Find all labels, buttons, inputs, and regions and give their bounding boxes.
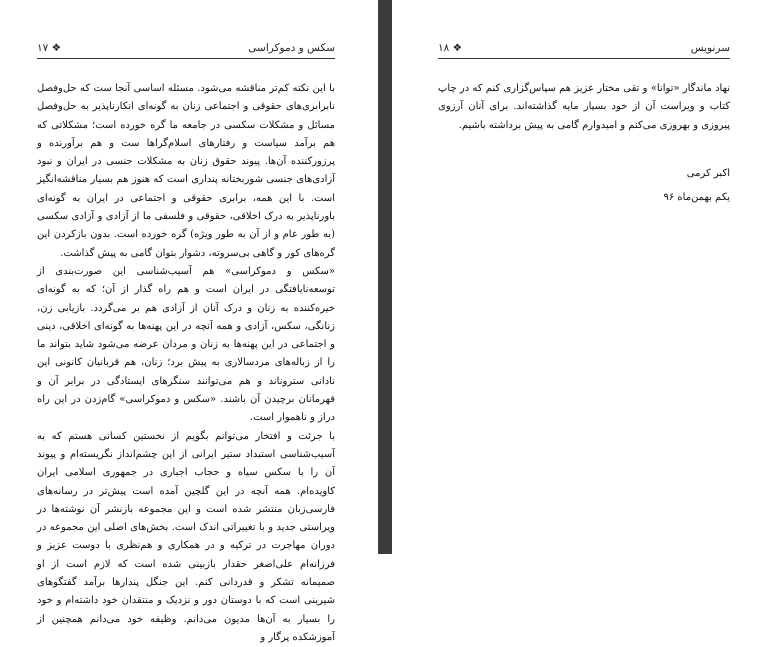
right-header-rule <box>438 58 730 59</box>
paragraph: «سکس و دموکراسی» هم آسیب‌شناسی این صورت‌بندی از توسعه‌نایافتگی در ایران است و هم راه گذار از آن؛ که به گونه‌ای خیره‌کننده به زنان و درک آنان از آزادی هم بر می‌گردد. بازیابی زن، زنانگی، سکس، آزادی و همه آنچه در این پهنه‌ها به گونه‌ای اخلاقی، دینی و اجتماعی در این پهنه‌ها به زنان و مردان عرضه می‌شود شاید بتواند ما را از زباله‌های مردسالاری به پیش برد؛ زنان، هم قربانیان کانونی این نادانی ستروناند و هم می‌توانند سنگرهای ایستادگی در برابر آن و قهرمانان برچیدن آن باشند. «سکس و دموکراسی» گام‌زدن در این راه دراز و ناهموار است. <box>37 265 335 424</box>
left-running-head <box>37 40 335 58</box>
signature-date: یکم بهمن‌ماه ۹۶ <box>663 192 730 203</box>
right-body-text <box>438 80 730 135</box>
paragraph: نهاد ماندگار «توانا» و تقی مختار عزیز هم سپاس‌گزاری کنم که در چاپ کتاب و ویراست آن از خود بسیار مایه گذاشته‌اند. برای آنان آرزوی پیروزی و بهروزی می‌کنم و امیدوارم گامی به پیش برداشته باشیم. <box>438 83 730 131</box>
left-page-number: ۱۷ ❖ <box>37 42 62 54</box>
book-gutter <box>378 0 392 554</box>
author-signature: اکبر کرمی <box>686 168 730 179</box>
right-page-number: ۱۸ ❖ <box>438 42 463 54</box>
paragraph: با جرئت و افتخار می‌توانم بگویم از نخستین کسانی هستم که به آسیب‌شناسی استبداد ستیر ایرانی از این چشم‌انداز نگریسته‌ام و پیوند آن را با سکس سیاه و حجاب اجباری در جمهوری اسلامی ایران کاویده‌ام. همه آنچه در این گلچین آمده است پیش‌تر در رسانه‌های فارسی‌زبان منتشر شده است و این مجموعه بازنشر آن نوشته‌ها در ویراستی جدید و با تغییراتی اندک است. بخش‌های اصلی این مجموعه در دوران مهاجرت در ترکیه و در همکاری و هم‌نظری با دوست عزیز و فرزانه‌ام علی‌اصغر حقدار بازبینی شده است که لازم است از او صمیمانه تشکر و قدردانی کنم. این جنگل پندارها برآمد گفتگوهای شیرینی است که با دوستان دور و نزدیک و منتقدان خود داشته‌ام و خود را بسیار به آن‌ها مدیون می‌دانم. وظیفه خود می‌دانم همچنین از آموزشکده پرگار و <box>37 430 335 643</box>
left-body-text <box>37 80 335 647</box>
left-page <box>0 0 378 643</box>
paragraph: با این نکته کم‌تر مناقشه می‌شود. مسئله اساسی آنجا ست که حل‌وفصل نابرابری‌های حقوقی و اجتماعی زنان به گونه‌ای انکارناپذیر به حل‌وفصل مسائل و مشکلات سکسی در جامعه ما گره خورده است؛ مشکلاتی که هم برآمد سیاست و رفتارهای اسلام‌گراها ست و هم برآورنده و پرزورکننده آن‌ها. پیوند حقوق زنان به مشکلات جنسی در ایران و نبود آزادی‌های جنسی شوربختانه پنداری است که هنوز هم بسیار مناقشه‌انگیز است. با این همه، برابری حقوقی و اجتماعی در ایران به گونه‌ای باورناپذیر به درک اخلاقی، حقوقی و فلسفی ما از آزادی و آزادی سکسی (به طور عام و از آن به طور ویژه) گره خورده است. بدون بازکردن این گره‌های کور و گاهی بی‌سروته، دشوار بتوان گامی به پیش گذاشت. <box>37 83 335 259</box>
right-running-head <box>438 40 730 58</box>
left-header-rule <box>37 58 335 59</box>
left-header-title: سکس و دموکراسی <box>248 42 335 54</box>
right-page <box>392 0 768 554</box>
right-header-title: سرنویس <box>690 42 730 54</box>
